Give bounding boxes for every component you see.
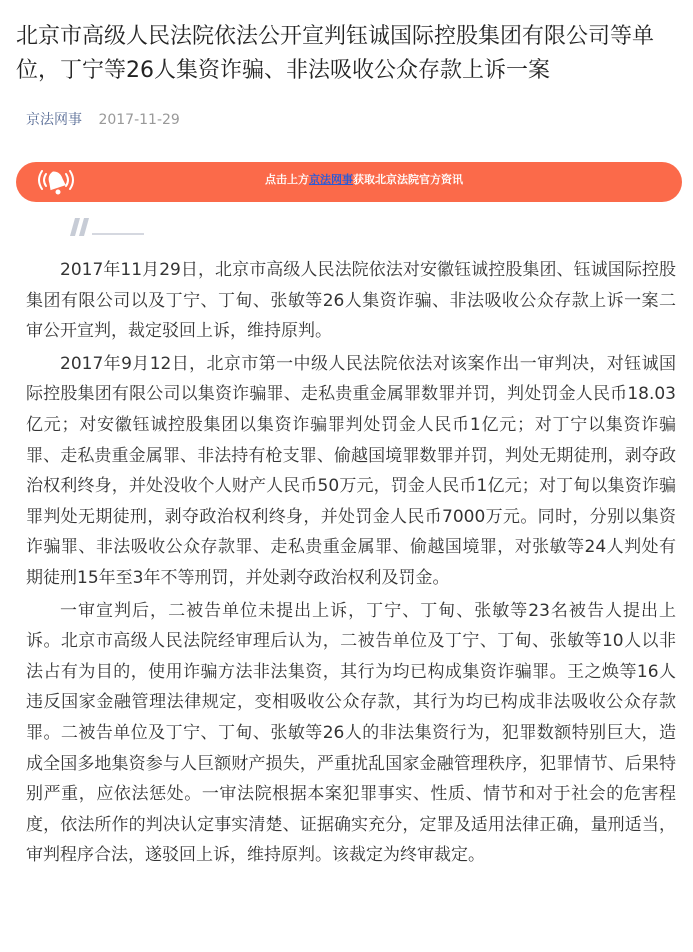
banner-suffix: 获取北京法院官方资讯 xyxy=(353,173,463,186)
article-body xyxy=(26,255,676,871)
banner-prefix: 点击上方 xyxy=(265,173,309,186)
paragraph: 2017年9月12日，北京市第一中级人民法院依法对该案作出一审判决，对钰诚国际控股集团有限公司以集资诈骗罪、走私贵重金属罪数罪并罚，判处罚金人民币18.03亿元；对安徽钰诚控股集团以集资诈骗罪判处罚金人民币1亿元；对丁宁以集资诈骗罪、走私贵重金属罪、非法持有枪支罪、偷越国境罪数罪并罚，判处无期徒刑，剥夺政治权利终身，并处没收个人财产人民币50万元，罚金人民币1亿元；对丁甸以集资诈骗罪判处无期徒刑，剥夺政治权利终身，并处罚金人民币7000万元。同时，分别以集资诈骗罪、非法吸收公众存款罪、走私贵重金属罪、偷越国境罪，对张敏等24人判处有期徒刑15年至3年不等刑罚，并处剥夺政治权利及罚金。 xyxy=(26,353,676,588)
banner-account-link[interactable]: 京法网事 xyxy=(309,173,353,186)
article-title: 北京市高级人民法院依法公开宣判钰诚国际控股集团有限公司等单位，丁宁等26人集资诈骗、非法吸收公众存款上诉一案 xyxy=(16,24,655,83)
quote-mark-icon xyxy=(66,214,146,238)
article-meta xyxy=(26,110,180,130)
paragraph: 一审宣判后，二被告单位未提出上诉，丁宁、丁甸、张敏等23名被告人提出上诉。北京市高级人民法院经审理后认为，二被告单位及丁宁、丁甸、张敏等10人以非法占有为目的，使用诈骗方法非法集资，其行为均已构成集资诈骗罪。王之焕等16人违反国家金融管理法律规定，变相吸收公众存款，其行为均已构成非法吸收公众存款罪。二被告单位及丁宁、丁甸、张敏等26人的非法集资行为，犯罪数额特别巨大，造成全国多地集资参与人巨额财产损失，严重扰乱国家金融管理秩序，犯罪情节、后果特别严重，应依法惩处。一审法院根据本案犯罪事实、性质、情节和对于社会的危害程度，依法所作的判决认定事实清楚、证据确实充分，定罪及适用法律正确，量刑适当，审判程序合法，遂驳回上诉，维持原判。该裁定为终审裁定。 xyxy=(26,600,676,866)
paragraph: 2017年11月29日，北京市高级人民法院依法对安徽钰诚控股集团、钰诚国际控股集团有限公司以及丁宁、丁甸、张敏等26人集资诈骗、非法吸收公众存款上诉一案二审公开宣判，裁定驳回上诉，维持原判。 xyxy=(26,260,676,342)
account-name-link[interactable]: 京法网事 xyxy=(26,112,82,128)
banner-text xyxy=(16,172,682,188)
follow-banner[interactable] xyxy=(16,162,682,202)
publish-date: 2017-11-29 xyxy=(98,112,180,128)
